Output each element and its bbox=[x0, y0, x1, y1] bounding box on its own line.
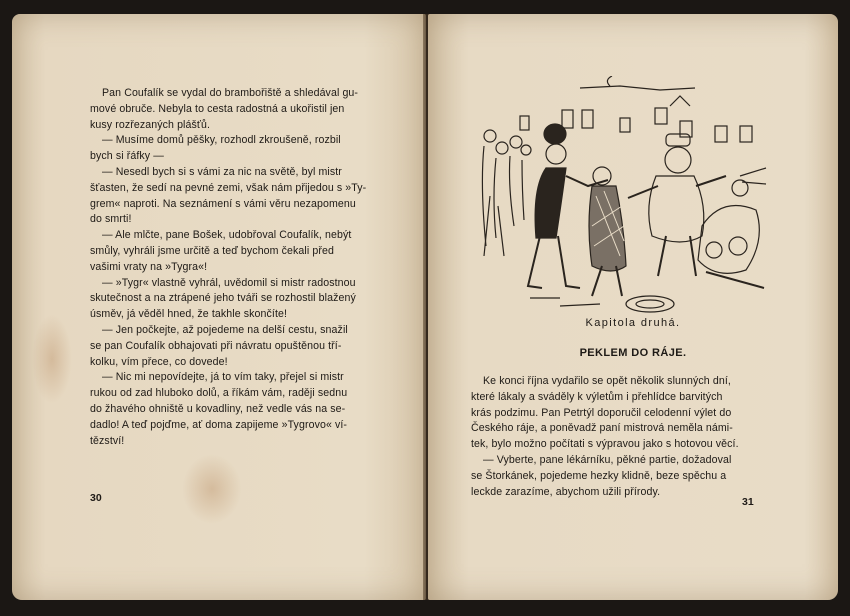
page-number-right: 31 bbox=[742, 496, 754, 508]
text-line: — Musíme domů pěšky, rozhodl zkroušeně, rozbil bbox=[102, 134, 341, 147]
headlight-icon bbox=[706, 242, 722, 258]
chimney-smoke-icon bbox=[607, 76, 612, 86]
text-line: — »Tygr« vlastně vyhrál, uvědomil si mistr radostnou bbox=[102, 276, 356, 289]
text-line: tězství! bbox=[90, 434, 125, 447]
chapter-title: PEKLEM DO RÁJE. bbox=[579, 347, 687, 359]
man-head-icon bbox=[665, 147, 691, 173]
bowler-hat-icon bbox=[666, 134, 690, 146]
text-line: — Jen počkejte, až pojedeme na delší cestu, snažil bbox=[102, 323, 348, 336]
window-icon bbox=[715, 126, 727, 142]
window-icon bbox=[582, 110, 593, 128]
text-line: — Nic mi nepovídejte, já to vím taky, přejel si mistr bbox=[102, 371, 344, 384]
text-line: které lákaly a sváděly k výletům i přehlídce barvitých bbox=[471, 390, 723, 403]
text-line: úsměv, já věděl hned, že takhle skončíte! bbox=[90, 308, 288, 321]
left-page-text bbox=[90, 86, 392, 449]
text-line: kolku, vím přece, co dovede! bbox=[90, 355, 228, 368]
right-page bbox=[428, 14, 838, 600]
police-helmet-icon bbox=[544, 124, 566, 144]
text-line: krás podzimu. Pan Petrtýl doporučil celodenní výlet do bbox=[471, 406, 732, 419]
text-line: do žhavého ohniště u kovadliny, než vedle vás na se- bbox=[90, 402, 346, 415]
window-icon bbox=[740, 126, 752, 142]
text-line: do smrti! bbox=[90, 213, 132, 226]
text-line: Ke konci října vydařilo se opět několik slunných dní, bbox=[483, 375, 731, 387]
page-number-left: 30 bbox=[90, 492, 102, 504]
text-line: — Nesedl bych si s vámi za nic na světě, byl mistr bbox=[102, 165, 342, 178]
window-icon bbox=[562, 110, 573, 128]
paper-stain bbox=[182, 454, 242, 524]
text-line: rukou od zad hluboko dolů, a říkám vám, raději sednu bbox=[90, 387, 348, 400]
window-icon bbox=[620, 118, 630, 132]
text-line: smůly, vyhráli jsme určitě a teď bychom čekali před bbox=[90, 244, 334, 257]
text-line: se pan Coufalík obhajovati při návratu opuštěnou tří- bbox=[90, 339, 342, 352]
text-line: šťasten, že sedí na pevné zemi, však nám přijedou s »Ty- bbox=[90, 181, 367, 194]
text-line: vašimi vraty na »Tygra«! bbox=[90, 260, 208, 273]
tire-icon bbox=[626, 296, 674, 312]
window-icon bbox=[520, 116, 529, 130]
text-line: — Ale mlčte, pane Bošek, udobřoval Coufalík, nebýt bbox=[102, 229, 352, 242]
spectator-head-icon bbox=[521, 145, 531, 155]
headlight-icon bbox=[729, 237, 747, 255]
text-line: Českého ráje, a poněvadž paní mistrová neměla námi- bbox=[471, 422, 733, 435]
text-line: Pan Coufalík se vydal do brambořiště a shledával gu- bbox=[102, 87, 359, 99]
policeman-head-icon bbox=[546, 144, 566, 164]
text-line: bych si řáfky — bbox=[90, 150, 164, 163]
paper-stain bbox=[32, 314, 72, 404]
right-page-text bbox=[471, 374, 758, 500]
crashed-car-icon bbox=[698, 206, 759, 274]
spectator-head-icon bbox=[510, 136, 522, 148]
chapter-label: Kapitola druhá. bbox=[585, 317, 681, 329]
left-page bbox=[12, 14, 426, 600]
spectator-head-icon bbox=[484, 130, 496, 142]
text-line: mové obruče. Nebyla to cesta radostná a ukořistil jen bbox=[90, 102, 345, 115]
driver-head-icon bbox=[732, 180, 748, 196]
text-line: grem« naproti. Na seznámení s vámi věru nezapomenu bbox=[90, 197, 356, 210]
window-icon bbox=[680, 121, 692, 137]
text-line: — Vyberte, pane lékárníku, pěkné partie, dožadoval bbox=[483, 453, 732, 466]
spectator-head-icon bbox=[496, 142, 508, 154]
text-line: skutečnost a na ztrápené jeho tváři se rozhostil blažený bbox=[90, 292, 356, 305]
text-line: tek, bylo možno počítati s výpravou jako s hotovou věcí. bbox=[471, 438, 739, 451]
text-line: dadlo! A teď pojďme, ať doma zapijeme »Tygrovo« ví- bbox=[90, 418, 348, 431]
text-line: se Štorkánek, pojedeme hezky klidně, beze spěchu a bbox=[471, 469, 727, 482]
roofline bbox=[580, 86, 695, 90]
text-line: kusy rozřezaných plášťů. bbox=[90, 118, 211, 131]
text-line: leckde zarazíme, abychom užili přírody. bbox=[471, 485, 661, 498]
window-icon bbox=[655, 108, 667, 124]
chapter-illustration bbox=[470, 76, 770, 316]
